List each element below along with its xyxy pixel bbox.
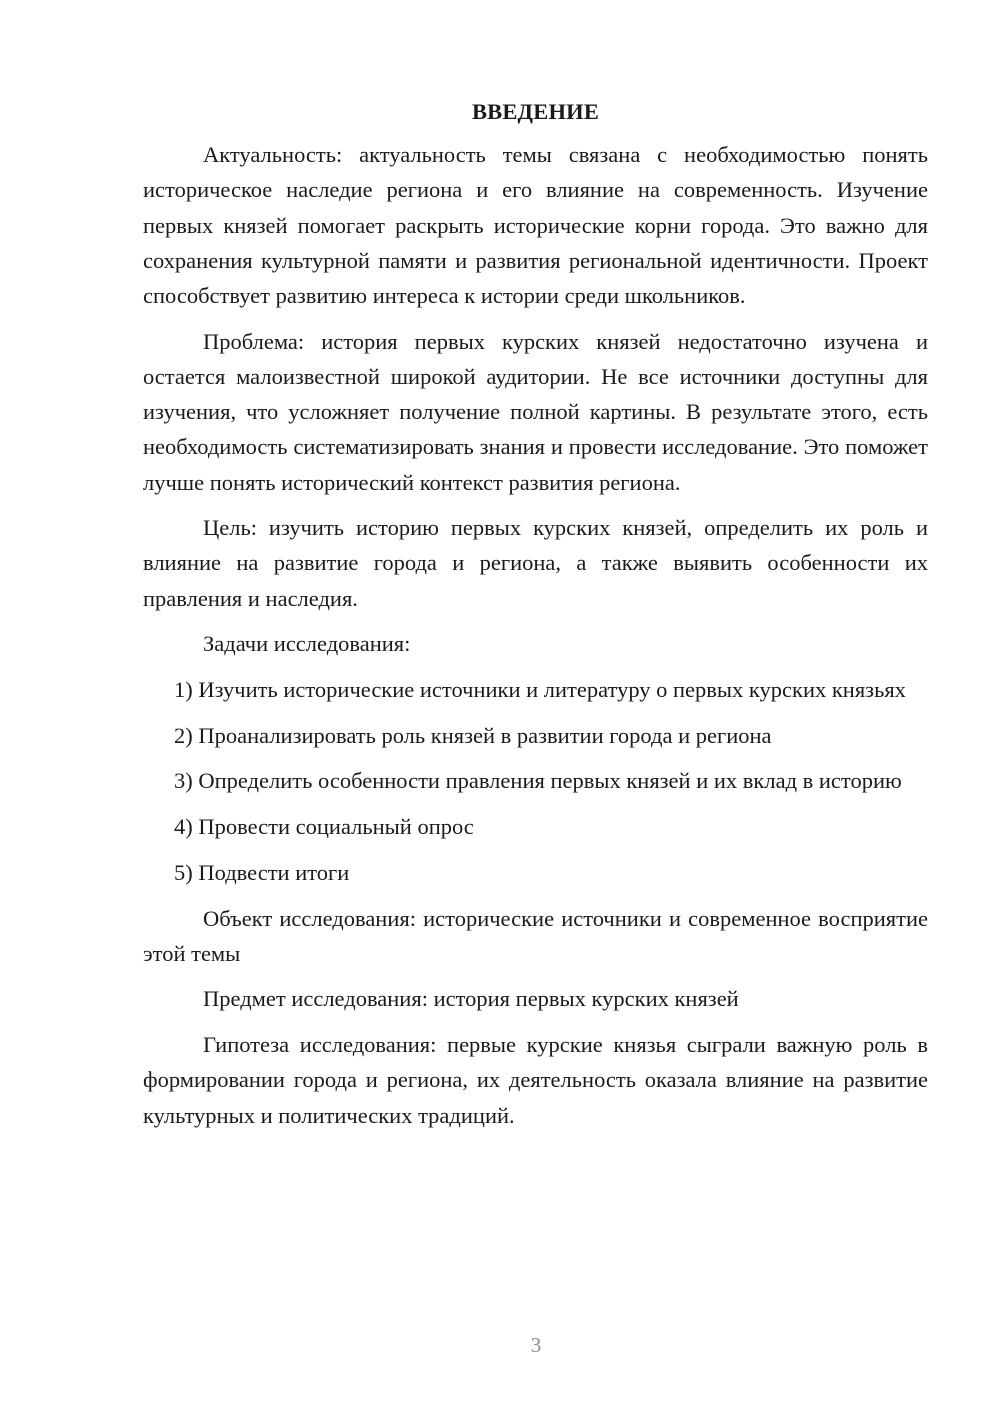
paragraph-hypothesis: Гипотеза исследования: первые курские князья сыграли важную роль в формировании города и региона, их деятельность оказала влияние на развитие культурных и политических традиций. — [143, 1032, 928, 1128]
paragraph-relevance: Актуальность: актуальность темы связана с необходимостью понять историческое наследие региона и его влияние на современность. Изучение первых князей помогает раскрыть исторические корни города. Это важно для сохранения культурной памяти и развития региональной идентичности. Проект способствует развитию интереса к истории среди школьников. — [143, 142, 928, 309]
task-item-1: 1) Изучить исторические источники и литературу о первых курских князьях — [174, 677, 906, 703]
page-number: 3 — [530, 1333, 542, 1357]
section-title: ВВЕДЕНИЕ — [471, 99, 600, 124]
task-item-2: 2) Проанализировать роль князей в развитии города и региона — [174, 722, 772, 748]
task-item-5: 5) Подвести итоги — [174, 859, 350, 885]
task-item-4: 4) Провести социальный опрос — [174, 814, 474, 840]
paragraph-object: Объект исследования: исторические источники и современное восприятие этой темы — [143, 905, 928, 966]
paragraph-goal: Цель: изучить историю первых курских князей, определить их роль и влияние на развитие города и региона, а также выявить особенности их правления и наследия. — [143, 515, 928, 611]
paragraph-problem: Проблема: история первых курских князей недостаточно изучена и остается малоизвестной широкой аудитории. Не все источники доступны для изучения, что усложняет получение полной картины. В результате этого, есть необходимость систематизировать знания и провести исследование. Это поможет лучше понять исторический контекст развития региона. — [143, 328, 928, 495]
document-page — [143, 94, 928, 1143]
tasks-heading: Задачи исследования: — [203, 631, 411, 657]
task-item-3: 3) Определить особенности правления первых князей и их вклад в историю — [174, 768, 902, 794]
paragraph-subject: Предмет исследования: история первых курских князей — [203, 986, 739, 1012]
